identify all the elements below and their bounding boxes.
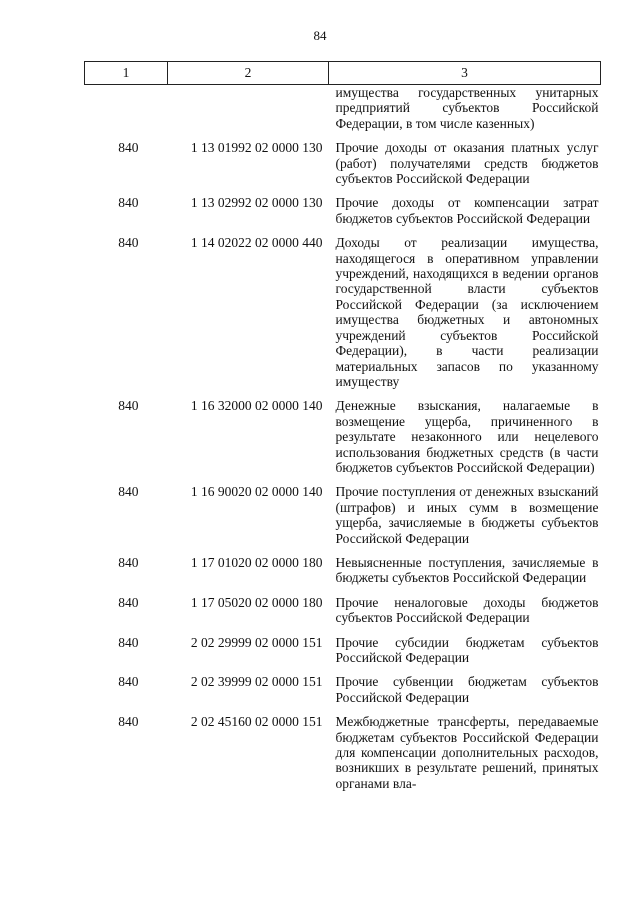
continuation-text: имущества государственных унитарных предприятий субъектов Российской Федерации, в том числе казенных) xyxy=(335,85,599,131)
table-row xyxy=(85,714,601,800)
description-cell: Прочие доходы от оказания платных услуг (работ) получателями средств бюджетов субъектов Российской Федерации xyxy=(335,140,599,187)
table-body xyxy=(85,85,601,801)
admin-code-cell: 840 xyxy=(118,594,139,610)
description-cell: Прочие субвенции бюджетам субъектов Российской Федерации xyxy=(335,674,599,705)
admin-code-cell: 840 xyxy=(118,195,139,211)
table-row xyxy=(85,398,601,484)
revenue-codes-table xyxy=(84,61,601,800)
description-cell: Межбюджетные трансферты, передаваемые бюджетам субъектов Российской Федерации для компенсации дополнительных расходов, возникших в результате решений, принятых органами вла- xyxy=(335,714,599,791)
revenue-code-cell: 1 14 02022 02 0000 440 xyxy=(190,235,323,251)
admin-code-cell: 840 xyxy=(118,140,139,156)
table-row xyxy=(85,484,601,555)
description-cell: Невыясненные поступления, зачисляемые в бюджеты субъектов Российской Федерации xyxy=(335,554,599,586)
description-cell: Прочие субсидии бюджетам субъектов Российской Федерации xyxy=(335,634,599,665)
admin-code-cell: 840 xyxy=(118,634,139,650)
header-col-2: 2 xyxy=(168,62,329,85)
admin-code-cell: 840 xyxy=(118,484,139,500)
revenue-code-cell: 1 17 05020 02 0000 180 xyxy=(190,594,323,610)
description-cell: Прочие неналоговые доходы бюджетов субъектов Российской Федерации xyxy=(335,594,599,626)
revenue-code-cell: 1 17 01020 02 0000 180 xyxy=(190,554,323,570)
admin-code-cell: 840 xyxy=(118,398,139,414)
admin-code-cell: 840 xyxy=(118,714,139,730)
table-row xyxy=(85,674,601,714)
admin-code-cell: 840 xyxy=(118,674,139,690)
description-cell: Доходы от реализации имущества, находящегося в оперативном управлении учреждений, находящихся в ведении органов государственной власти субъектов Российской Федерации (за исключением имущества бюджетных и автономных учреждений субъектов Российской Федерации), в части реализации материальных запасов по указанному имуществу xyxy=(335,235,599,389)
table-row xyxy=(85,555,601,595)
admin-code-cell: 840 xyxy=(118,235,139,251)
revenue-code-cell: 1 16 32000 02 0000 140 xyxy=(190,398,323,414)
revenue-code-cell: 2 02 45160 02 0000 151 xyxy=(190,714,323,730)
description-cell: Прочие поступления от денежных взысканий (штрафов) и иных сумм в возмещение ущерба, зачисляемые в бюджеты субъектов Российской Федерации xyxy=(335,484,599,546)
table-header-row xyxy=(85,62,601,85)
revenue-code-cell: 1 13 02992 02 0000 130 xyxy=(190,195,323,211)
page-number: 84 xyxy=(313,28,327,43)
table-row xyxy=(85,195,601,235)
table-row xyxy=(85,235,601,398)
admin-code-cell: 840 xyxy=(118,554,139,570)
table-row xyxy=(85,140,601,195)
revenue-code-cell: 2 02 29999 02 0000 151 xyxy=(190,634,323,650)
continuation-row xyxy=(85,85,601,141)
header-col-3: 3 xyxy=(329,62,601,85)
table-row xyxy=(85,635,601,675)
revenue-code-cell: 1 13 01992 02 0000 130 xyxy=(190,140,323,156)
revenue-code-cell: 2 02 39999 02 0000 151 xyxy=(190,674,323,690)
table-row xyxy=(85,595,601,635)
header-col-1: 1 xyxy=(85,62,168,85)
description-cell: Денежные взыскания, налагаемые в возмещение ущерба, причиненного в результате незаконного или нецелевого использования бюджетных средств (в части бюджетов субъектов Российской Федерации) xyxy=(335,398,599,475)
revenue-code-cell: 1 16 90020 02 0000 140 xyxy=(190,484,323,500)
description-cell: Прочие доходы от компенсации затрат бюджетов субъектов Российской Федерации xyxy=(335,195,599,226)
